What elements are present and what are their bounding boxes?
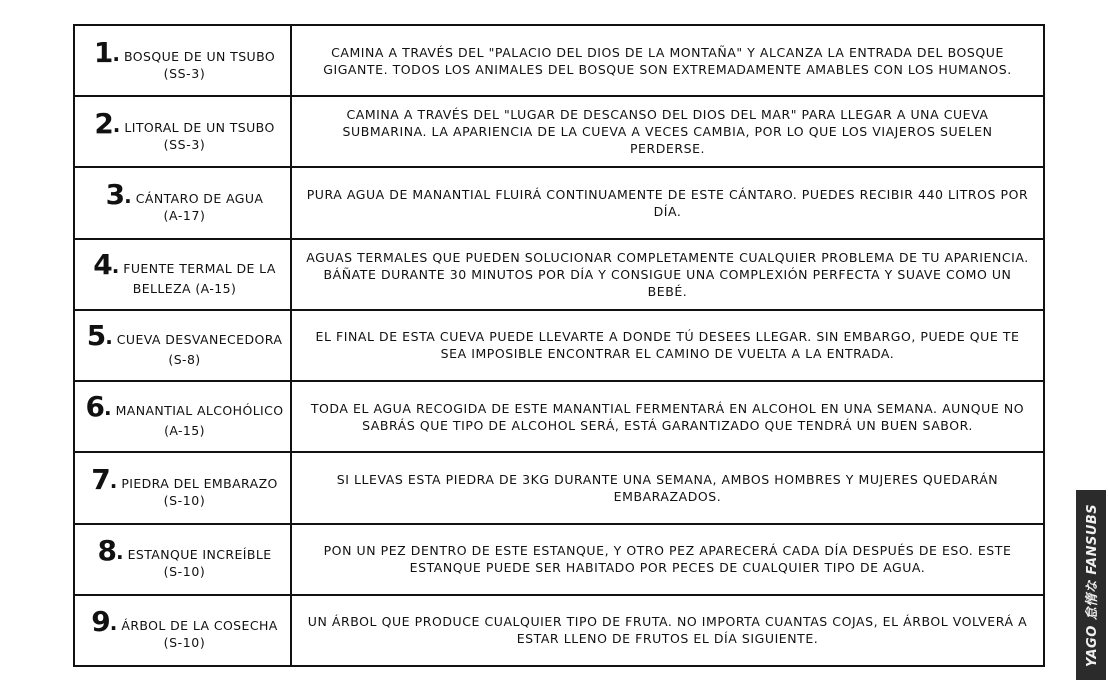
- card-name-cell: [74, 25, 291, 96]
- card-name-cell: [74, 167, 291, 238]
- card-rank: (A-17): [163, 208, 206, 224]
- card-name-cell: [74, 310, 291, 381]
- card-rank: (SS-3): [163, 136, 206, 152]
- watermark-text: YAGO 怠惰な FANSUBS: [1085, 503, 1101, 667]
- card-name: PIEDRA DEL EMBARAZO: [121, 475, 278, 491]
- card-number: 9: [91, 605, 110, 639]
- card-description: UN ÁRBOL QUE PRODUCE CUALQUIER TIPO DE FRUTA. NO IMPORTA CUANTAS COJAS, EL ÁRBOL VOLVERÁ A ESTAR LLENO DE FRUTOS EL DÍA SIGUIENTE.: [291, 595, 1044, 666]
- card-description: SI LLEVAS ESTA PIEDRA DE 3KG DURANTE UNA SEMANA, AMBOS HOMBRES Y MUJERES QUEDARÁN EMBARAZADOS.: [291, 452, 1044, 523]
- card-description: CAMINA A TRAVÉS DEL "LUGAR DE DESCANSO DEL DIOS DEL MAR" PARA LLEGAR A UNA CUEVA SUBMARINA. LA APARIENCIA DE LA CUEVA A VECES CAMBIA, POR LO QUE LOS VIAJEROS SUELEN PERDERSE.: [291, 96, 1044, 167]
- card-number-dot: .: [103, 396, 112, 421]
- card-name: BOSQUE DE UN TSUBO: [124, 48, 276, 64]
- watermark: [1076, 490, 1106, 680]
- card-name: ÁRBOL DE LA COSECHA: [121, 618, 278, 634]
- card-number-dot: .: [109, 611, 118, 636]
- card-number: 8: [97, 534, 116, 568]
- card-number-dot: .: [111, 253, 120, 278]
- card-name: LITORAL DE UN TSUBO: [124, 119, 275, 135]
- card-description: CAMINA A TRAVÉS DEL "PALACIO DEL DIOS DE LA MONTAÑA" Y ALCANZA LA ENTRADA DEL BOSQUE GIGANTE. TODOS LOS ANIMALES DEL BOSQUE SON EXTREMADAMENTE AMABLES CON LOS HUMANOS.: [291, 25, 1044, 96]
- card-rank: (SS-3): [163, 65, 206, 81]
- card-description: PON UN PEZ DENTRO DE ESTE ESTANQUE, Y OTRO PEZ APARECERÁ CADA DÍA DESPUÉS DE ESO. ESTE ESTANQUE PUEDE SER HABITADO POR PECES DE CUALQUIER TIPO DE AGUA.: [291, 524, 1044, 595]
- card-number: 7: [91, 462, 110, 496]
- card-description: AGUAS TERMALES QUE PUEDEN SOLUCIONAR COMPLETAMENTE CUALQUIER PROBLEMA DE TU APARIENCIA. BÁÑATE DURANTE 30 MINUTOS POR DÍA Y CONSIGUE UNA COMPLEXIÓN PERFECTA Y SUAVE COMO UN BEBÉ.: [291, 239, 1044, 310]
- card-number: 2: [94, 106, 113, 140]
- card-row: [74, 524, 1044, 595]
- card-name: MANANTIAL ALCOHÓLICO (A-15): [115, 403, 284, 439]
- card-row: [74, 310, 1044, 381]
- card-number: 1: [93, 35, 113, 69]
- card-list: [74, 25, 1044, 666]
- card-name-cell: [74, 524, 291, 595]
- card-name-cell: [74, 239, 291, 310]
- card-name: CUEVA DESVANECEDORA (S-8): [116, 331, 283, 367]
- card-number-dot: .: [115, 540, 124, 565]
- card-row: [74, 239, 1044, 310]
- card-number-dot: .: [105, 324, 113, 349]
- card-name: CÁNTARO DE AGUA: [135, 191, 264, 207]
- card-number-dot: .: [109, 468, 118, 493]
- card-row: [74, 167, 1044, 238]
- card-name: FUENTE TERMAL DE LA BELLEZA (A-15): [123, 260, 276, 296]
- card-number: 5: [86, 318, 106, 352]
- card-rank: (S-10): [163, 492, 206, 508]
- card-number-dot: .: [124, 184, 132, 209]
- card-number: 6: [85, 390, 104, 424]
- card-row: [74, 25, 1044, 96]
- card-rank: (S-10): [163, 564, 206, 580]
- card-name-cell: [74, 595, 291, 666]
- card-name-cell: [74, 452, 291, 523]
- card-description: EL FINAL DE ESTA CUEVA PUEDE LLEVARTE A DONDE TÚ DESEES LLEGAR. SIN EMBARGO, PUEDE QUE TE SEA IMPOSIBLE ENCONTRAR EL CAMINO DE VUELTA A LA ENTRADA.: [291, 310, 1044, 381]
- card-table: [73, 24, 1045, 667]
- card-row: [74, 96, 1044, 167]
- card-description: TODA EL AGUA RECOGIDA DE ESTE MANANTIAL FERMENTARÁ EN ALCOHOL EN UNA SEMANA. AUNQUE NO SABRÁS QUE TIPO DE ALCOHOL SERÁ, ESTÁ GARANTIZADO QUE TENDRÁ UN BUEN SABOR.: [291, 381, 1044, 452]
- card-name-cell: [74, 381, 291, 452]
- card-row: [74, 452, 1044, 523]
- card-name: ESTANQUE INCREÍBLE: [127, 547, 272, 563]
- card-row: [74, 381, 1044, 452]
- card-number: 3: [105, 178, 125, 212]
- card-number-dot: .: [112, 112, 121, 137]
- card-name-cell: [74, 96, 291, 167]
- card-number: 4: [93, 247, 112, 281]
- card-description: PURA AGUA DE MANANTIAL FLUIRÁ CONTINUAMENTE DE ESTE CÁNTARO. PUEDES RECIBIR 440 LITROS POR DÍA.: [291, 167, 1044, 238]
- card-row: [74, 595, 1044, 666]
- card-rank: (S-10): [163, 635, 206, 651]
- card-number-dot: .: [112, 41, 120, 66]
